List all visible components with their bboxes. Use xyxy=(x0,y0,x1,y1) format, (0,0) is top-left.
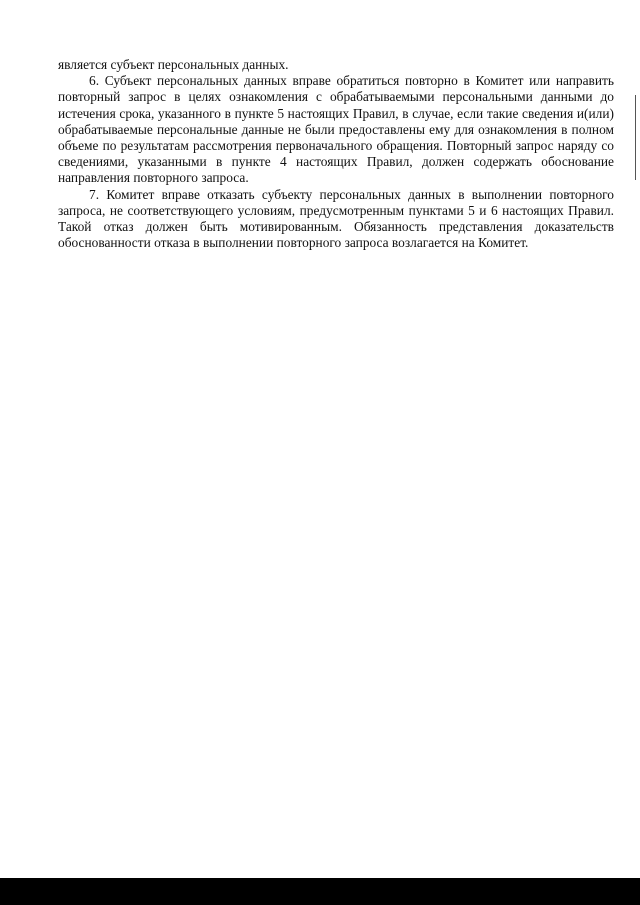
paragraph-6: 6. Субъект персональных данных вправе обратиться повторно в Комитет или направить повторный запрос в целях ознакомления с обрабатываемыми персональными данными до истечения срока, указанного в пункте 5 настоящих Правил, в случае, если такие сведения и(или) обрабатываемые персональные данные не были предоставлены ему для ознакомления в полном объеме по результатам рассмотрения первоначального обращения. Повторный запрос наряду со сведениями, указанными в пункте 4 настоящих Правил, должен содержать обоснование направления повторного запроса. xyxy=(58,73,614,186)
paragraph-continuation: является субъект персональных данных. xyxy=(58,57,289,72)
document-body xyxy=(58,57,614,251)
scan-bottom-border xyxy=(0,878,640,905)
paragraph-7: 7. Комитет вправе отказать субъекту персональных данных в выполнении повторного запроса, не соответствующего условиям, предусмотренным пунктами 5 и 6 настоящих Правил. Такой отказ должен быть мотивированным. Обязанность представления доказательств обоснованности отказа в выполнении повторного запроса возлагается на Комитет. xyxy=(58,186,614,251)
scan-edge-mark xyxy=(635,95,636,180)
